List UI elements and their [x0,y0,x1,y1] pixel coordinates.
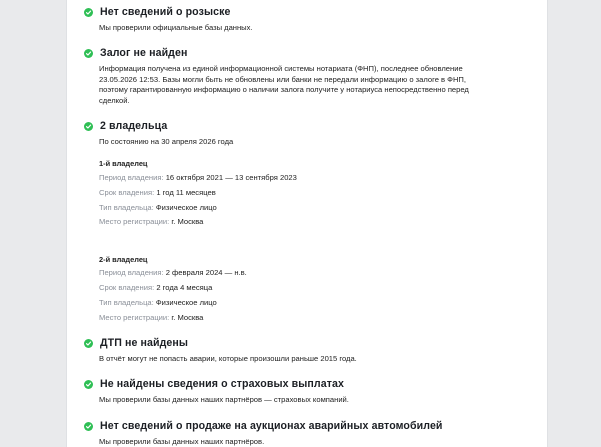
owner-label: 2-й владелец [99,255,148,264]
row-value: 16 октября 2021 — 13 сентября 2023 [165,173,297,182]
owner-row [99,298,217,307]
check-icon [84,8,93,17]
owner-label: 1-й владелец [99,159,148,168]
section-description: Мы проверили официальные базы данных. [99,23,253,32]
row-key: Место регистрации: [99,313,170,322]
row-key: Тип владельца: [99,298,154,307]
owner-row [99,283,212,292]
section-auctions [84,418,504,447]
row-value: 1 год 11 месяцев [156,188,216,197]
owner-row [99,268,247,277]
row-key: Место регистрации: [99,217,170,226]
section-title: Нет сведений о продаже на аукционах аварийных автомобилей [100,420,443,432]
owner-row [99,203,217,212]
owner-row [99,313,203,322]
check-icon [84,422,93,431]
row-value: г. Москва [171,313,204,322]
owner-row [99,173,297,182]
row-value: 2 года 4 месяца [156,283,213,292]
check-icon [84,122,93,131]
check-icon [84,380,93,389]
section-description: По состоянию на 30 апреля 2026 года [99,137,234,146]
section-owners [84,118,504,148]
row-value: г. Москва [171,217,204,226]
row-key: Срок владения: [99,188,155,197]
owner-row [99,217,203,226]
section-description: Мы проверили базы данных наших партнёров. [99,437,265,446]
section-wanted [84,4,504,34]
section-title: Нет сведений о розыске [100,6,231,18]
section-title: ДТП не найдены [100,337,189,349]
section-insurance [84,376,504,406]
row-value: Физическое лицо [155,298,217,307]
section-description: Информация получена из единой информационной системы нотариата (ФНП), последнее обновление 23.05.2026 12:53. Базы могли быть не обновлены или банки не передали информацию о залоге в ФНП, поэтому гарантированную информацию о наличии залога получите у нотариуса непосредственно перед сделкой. [99,64,469,105]
row-value: Физическое лицо [155,203,217,212]
report-card [66,0,548,447]
row-key: Тип владельца: [99,203,154,212]
section-description: В отчёт могут не попасть аварии, которые произошли раньше 2015 года. [99,354,357,363]
section-title: 2 владельца [100,120,168,132]
owner-block [84,159,504,226]
row-key: Срок владения: [99,283,155,292]
owner-block [84,255,504,322]
check-icon [84,339,93,348]
row-key: Период владения: [99,173,164,182]
section-description: Мы проверили базы данных наших партнёров — страховых компаний. [99,395,349,404]
check-icon [84,49,93,58]
section-accidents [84,335,504,365]
section-title: Не найдены сведения о страховых выплатах [100,378,345,390]
row-key: Период владения: [99,268,164,277]
section-title: Залог не найден [100,47,188,59]
row-value: 2 февраля 2024 — н.в. [165,268,247,277]
owner-row [99,188,216,197]
section-pledge [84,45,489,106]
